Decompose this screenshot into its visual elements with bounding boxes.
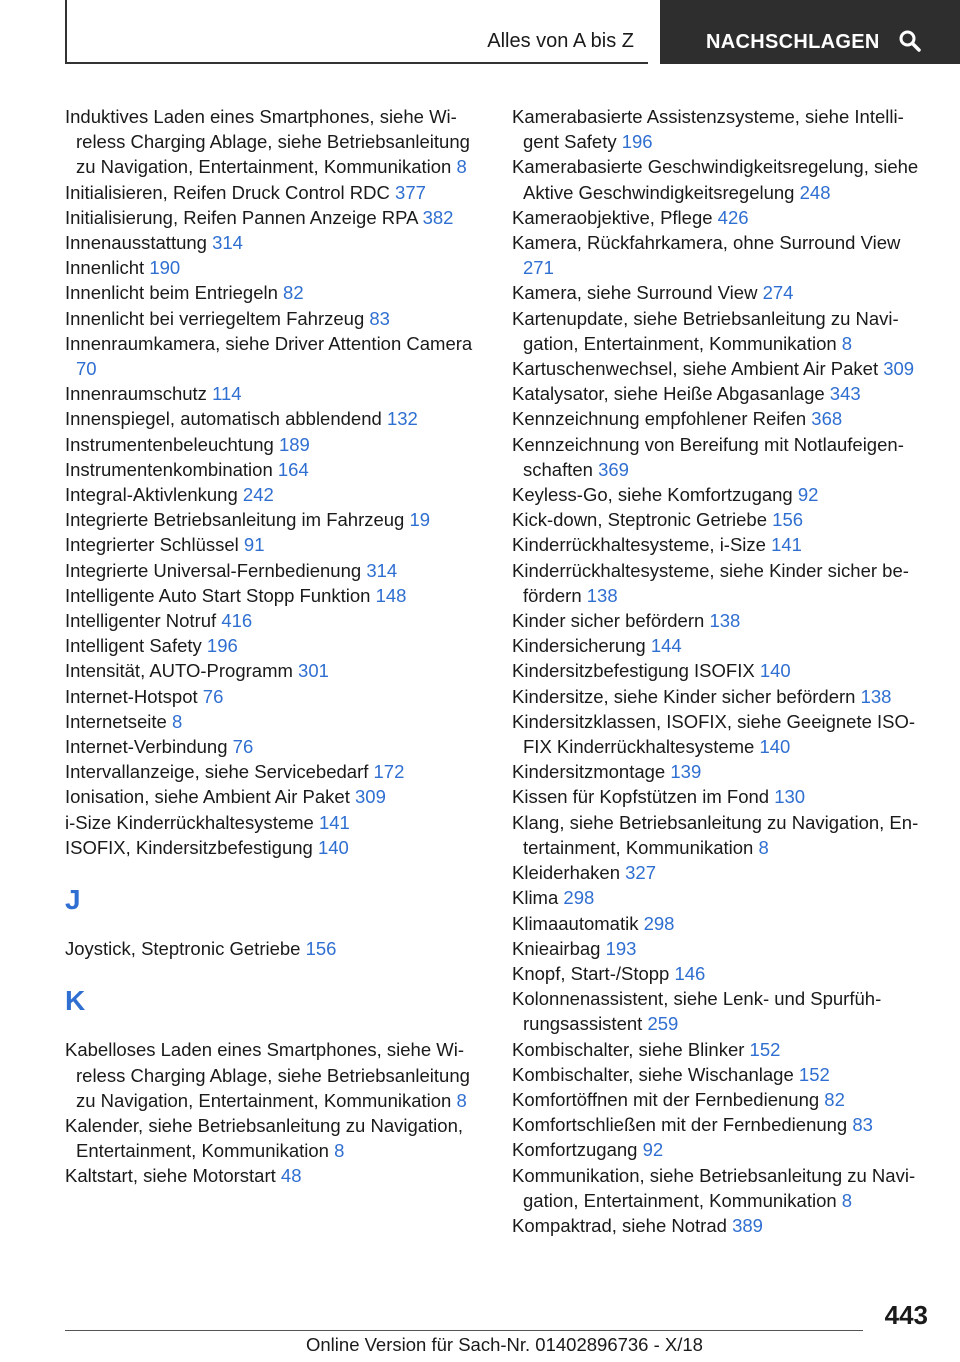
index-entry-text: Kindersitzmontage [512,761,666,783]
page-reference-link[interactable]: 193 [605,937,637,959]
index-entry-text: Kamera, siehe Surround View [512,282,758,304]
index-entry-text: Komfortöffnen mit der Fernbedienung [512,1088,820,1110]
index-entry [512,306,932,356]
index-entry-text: Komfortzugang [512,1139,638,1161]
page-reference-link[interactable]: 196 [206,635,238,657]
page-reference-link[interactable]: 156 [772,509,804,531]
index-entry [512,381,932,406]
page-reference-link[interactable]: 83 [369,307,390,329]
index-entry-text: Integrierte Betriebsanleitung im Fahrzeug [65,509,405,531]
page-reference-link[interactable]: 140 [759,660,791,682]
index-entry-text: Klima [512,887,559,909]
index-entry [512,911,932,936]
index-entry-text: Initialisierung, Reifen Pannen Anzeige RPA [65,206,418,228]
page-reference-link[interactable]: 146 [674,962,706,984]
index-entry [65,583,485,608]
index-entry-text: Intelligenter Notruf [65,610,217,632]
page-reference-link[interactable]: 138 [586,584,618,606]
index-entry-text: Kommunikation, siehe Betriebsanleitung zu Navigation, Entertainment, Kommunikation [512,1164,916,1211]
index-entry [512,205,932,230]
index-entry [512,1213,932,1238]
index-entry-text: Innenspiegel, automatisch abblendend [65,408,382,430]
index-entry [65,936,485,961]
index-entry [512,658,932,683]
page-reference-link[interactable]: 8 [758,836,769,858]
index-entry-text: Knieairbag [512,937,601,959]
index-letter-heading: J [65,884,81,916]
index-entry [65,658,485,683]
page-reference-link[interactable]: 309 [355,786,386,808]
page-reference-link[interactable]: 248 [799,181,831,203]
page-reference-link[interactable]: 8 [841,332,853,354]
index-entry-text: Katalysator, siehe Heiße Abgasanlage [512,383,825,405]
index-entry-text: Kick-down, Steptronic Getriebe [512,509,768,531]
index-entry [65,507,485,532]
page-reference-link[interactable]: 152 [798,1063,830,1085]
index-entry [65,104,485,180]
index-entry [65,633,485,658]
index-entry [512,154,932,204]
index-entry-text: Kompaktrad, siehe Notrad [512,1214,727,1236]
index-entry-text: Kindersitze, siehe Kinder sicher befördern [512,685,856,707]
page-reference-link[interactable]: 141 [771,534,802,556]
page-reference-link[interactable]: 148 [375,584,407,606]
index-entry-text: Kennzeichnung von Bereifung mit Notlaufeigenschaften [512,433,904,480]
index-entry-text: Kalender, siehe Betriebsanleitung zu Navigation, Entertainment, Kommunikation [65,1114,464,1162]
index-entry [512,1037,932,1062]
page-reference-link[interactable]: 8 [334,1140,345,1162]
index-entry-text: Kissen für Kopfstützen im Fond [512,786,770,808]
page-reference-link[interactable]: 382 [422,206,454,228]
index-entry [512,356,932,381]
page-reference-link[interactable]: 114 [212,383,242,405]
page-reference-link[interactable]: 92 [797,484,819,506]
page-reference-link[interactable]: 389 [732,1214,763,1236]
index-entry-text: i-Size Kinderrückhaltesysteme [65,811,314,833]
index-entry-text: Intensität, AUTO-Programm [65,660,293,682]
index-entry [512,532,932,557]
index-entry-text: Kamera, Rückfahrkamera, ohne Surround View [512,232,901,254]
index-entry-text: ISOFIX, Kindersitzbefestigung [65,836,313,858]
page-reference-link[interactable]: 140 [759,736,791,758]
page-reference-link[interactable]: 48 [280,1165,302,1187]
index-entry-text: Kabelloses Laden eines Smartphones, siehe Wireless Charging Ablage, siehe Betriebsanleitung zu Navigation, Entertainment, Kommunikation [65,1039,470,1111]
index-entry-text: Innenraumkamera, siehe Driver Attention Camera [65,332,473,354]
page-reference-link[interactable]: 138 [860,685,892,707]
index-entry [65,684,485,709]
index-entry [65,255,485,280]
index-entry [512,1137,932,1162]
index-entry-text: Kamerabasierte Assistenzsysteme, siehe Intelligent Safety [512,106,904,153]
footer-text: Online Version für Sach-Nr. 01402896736 - X/18 [306,1334,703,1355]
index-entry [512,608,932,633]
index-entry-text: Kartuschenwechsel, siehe Ambient Air Paket [512,358,879,380]
index-entry [512,104,932,154]
index-entry [512,986,932,1036]
index-entry-text: Klimaautomatik [512,912,639,934]
index-entry-text: Innenlicht bei verriegeltem Fahrzeug [65,307,365,329]
index-entry-text: Ionisation, siehe Ambient Air Paket [65,786,350,808]
index-entry-text: Innenlicht [65,257,145,279]
index-entry [512,759,932,784]
page-reference-link[interactable]: 172 [373,761,405,783]
index-entry-text: Kinderrückhaltesysteme, i-Size [512,534,766,556]
index-entry [65,306,485,331]
page-reference-link[interactable]: 139 [670,761,702,783]
page-reference-link[interactable]: 426 [717,206,749,228]
index-entry [65,784,485,809]
page-reference-link[interactable]: 130 [774,786,806,808]
page-reference-link[interactable]: 369 [598,458,629,480]
index-entry [65,1037,485,1113]
index-entry [512,230,932,280]
index-entry [65,709,485,734]
page-reference-link[interactable]: 301 [298,660,329,682]
page-reference-link[interactable]: 82 [283,282,304,304]
page-reference-link[interactable]: 298 [643,912,675,934]
page-reference-link[interactable]: 132 [386,408,418,430]
page-reference-link[interactable]: 156 [305,938,337,960]
index-entry-text: Instrumentenbeleuchtung [65,433,274,455]
index-entry-text: Komfortschließen mit der Fernbedienung [512,1114,848,1136]
index-entry-text: Kombischalter, siehe Wischanlage [512,1063,794,1085]
page-reference-link[interactable]: 152 [749,1038,781,1060]
index-entry [65,432,485,457]
index-entry-text: Instrumentenkombination [65,458,273,480]
nachschlagen-tab[interactable] [660,0,960,64]
index-entry [512,936,932,961]
index-entry-text: Intelligent Safety [65,635,202,657]
index-entry [512,684,932,709]
index-entry-text: Internetseite [65,710,167,732]
page-reference-link[interactable]: 19 [409,509,431,531]
page-reference-link[interactable]: 8 [456,1089,467,1111]
page-reference-link[interactable]: 327 [625,862,657,884]
page-number: 443 [884,1300,928,1330]
index-entry [65,230,485,255]
page-reference-link[interactable]: 83 [852,1114,873,1136]
index-entry [65,608,485,633]
index-entry-text: Kindersitzklassen, ISOFIX, siehe Geeignete ISOFIX Kinderrückhaltesysteme [512,710,916,758]
page-reference-link[interactable]: 298 [563,887,595,909]
page-reference-link[interactable]: 259 [647,1013,679,1035]
page-reference-link[interactable]: 416 [221,610,253,632]
index-entry-text: Kaltstart, siehe Motorstart [65,1165,276,1187]
index-entry [65,482,485,507]
header-left-rule [65,0,67,63]
index-entry-text: Induktives Laden eines Smartphones, siehe Wireless Charging Ablage, siehe Betriebsanleitung zu Navigation, Entertainment, Kommunikation [65,106,470,178]
index-entry-text: Internet-Verbindung [65,736,228,758]
index-entry [512,860,932,885]
index-entry [65,558,485,583]
index-entry [65,835,485,860]
index-entry [512,507,932,532]
page-reference-link[interactable]: 76 [202,685,224,707]
index-entry [512,432,932,482]
page-reference-link[interactable]: 76 [232,736,254,758]
index-entry-text: Kindersicherung [512,635,646,657]
index-entry-text: Knopf, Start-/Stopp [512,962,670,984]
page-reference-link[interactable]: 141 [318,811,350,833]
index-entry [512,1163,932,1213]
page-reference-link[interactable]: 309 [883,358,915,380]
page-reference-link[interactable]: 368 [811,408,843,430]
index-entry-text: Innenraumschutz [65,383,207,405]
index-entry [65,532,485,557]
index-entry [512,1062,932,1087]
page-reference-link[interactable]: 82 [824,1088,845,1110]
page-reference-link[interactable]: 274 [762,282,794,304]
index-entry-text: Intervallanzeige, siehe Servicebedarf [65,761,369,783]
index-entry [65,280,485,305]
page-reference-link[interactable]: 377 [395,181,426,203]
nachschlagen-label: NACHSCHLAGEN [706,31,880,53]
index-entry-text: Keyless-Go, siehe Komfortzugang [512,484,793,506]
page-reference-link[interactable]: 92 [642,1139,664,1161]
index-entry [512,784,932,809]
page-reference-link[interactable]: 343 [829,383,861,405]
index-entry-text: Integrierter Schlüssel [65,534,239,556]
header-bottom-rule [65,62,648,64]
footer-rule [65,1330,863,1331]
page-reference-link[interactable]: 8 [171,710,183,732]
index-entry [512,810,932,860]
page-reference-link[interactable]: 70 [76,358,97,380]
index-entry-text: Internet-Hotspot [65,685,198,707]
index-entry-text: Kleiderhaken [512,862,620,884]
section-title: Alles von A bis Z [487,30,634,52]
page-header [0,0,960,66]
index-entry [512,961,932,986]
page-reference-link[interactable]: 314 [212,232,243,254]
index-entry-text: Integrierte Universal-Fernbedienung [65,559,362,581]
index-entry-text: Klang, siehe Betriebsanleitung zu Navigation, Entertainment, Kommunikation [512,811,919,858]
index-letter-heading: K [65,985,86,1017]
index-entry [65,759,485,784]
index-entry [512,885,932,910]
index-entry [512,1087,932,1112]
index-entry-text: Kolonnenassistent, siehe Lenk- und Spurführungsassistent [512,988,882,1035]
page-reference-link[interactable]: 138 [709,610,741,632]
page-reference-link[interactable]: 140 [317,836,349,858]
index-entry [512,280,932,305]
index-entry-text: Kombischalter, siehe Blinker [512,1038,745,1060]
index-entry-text: Kamerabasierte Geschwindigkeitsregelung, siehe Aktive Geschwindigkeitsregelung [512,156,919,203]
index-entry [65,331,485,381]
index-entry-text: Kindersitzbefestigung ISOFIX [512,660,755,682]
index-entry [512,1112,932,1137]
index-entry-text: Kameraobjektive, Pflege [512,206,713,228]
page-reference-link[interactable]: 190 [149,257,181,279]
index-column-right [512,104,932,1238]
search-icon [898,29,922,53]
index-entry [65,205,485,230]
index-entry [65,734,485,759]
page-reference-link[interactable]: 144 [650,635,682,657]
index-entry [512,709,932,759]
index-entry-text: Joystick, Steptronic Getriebe [65,938,301,960]
index-entry-text: Innenausstattung [65,232,207,254]
index-entry-text: Kinder sicher befördern [512,610,705,632]
index-entry [65,381,485,406]
index-entry [512,482,932,507]
index-entry [65,1113,485,1163]
index-entry [65,1163,485,1188]
page-reference-link[interactable]: 164 [277,458,309,480]
index-entry-text: Kinderrückhaltesysteme, siehe Kinder sicher befördern [512,559,909,606]
index-entry-text: Intelligente Auto Start Stopp Funktion [65,584,371,606]
index-entry [512,406,932,431]
index-entry-text: Integral-Aktivlenkung [65,484,238,506]
index-entry [512,633,932,658]
page-reference-link[interactable]: 189 [278,433,310,455]
page-reference-link[interactable]: 271 [523,257,554,279]
page-reference-link[interactable]: 8 [841,1189,853,1211]
index-column-left [65,104,485,1189]
page-reference-link[interactable]: 91 [243,534,265,556]
index-entry [65,457,485,482]
index-entry [65,180,485,205]
page-reference-link[interactable]: 242 [242,484,274,506]
index-entry [65,406,485,431]
index-entry-text: Innenlicht beim Entriegeln [65,282,278,304]
page-reference-link[interactable]: 8 [456,156,467,178]
page-reference-link[interactable]: 314 [366,559,398,581]
index-entry [512,558,932,608]
index-entry-text: Kartenupdate, siehe Betriebsanleitung zu Navigation, Entertainment, Kommunikation [512,307,899,354]
index-entry [65,810,485,835]
index-entry-text: Initialisieren, Reifen Druck Control RDC [65,181,390,203]
page-reference-link[interactable]: 196 [621,131,653,153]
index-entry-text: Kennzeichnung empfohlener Reifen [512,408,807,430]
